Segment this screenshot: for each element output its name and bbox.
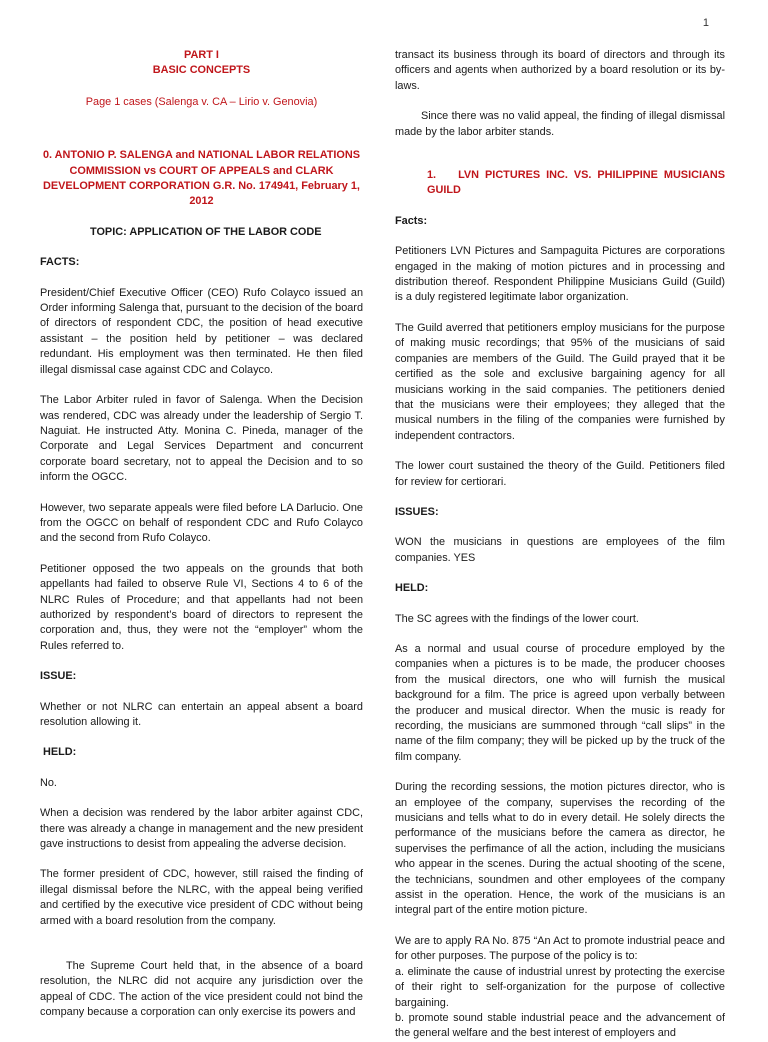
held-paragraph-7: We are to apply RA No. 875 “An Act to promote industrial peace and for other purposes. The purpose of the policy is to: [395, 934, 725, 963]
held-paragraph-6: During the recording sessions, the motion pictures director, who is an employee of the company, supervises the recording of the musicians and tells what to do in every detail. He solely directs the performance of the musicians before the camera as director, he supervises the perfimance of all the action, including the musicians who appear in the scenes. During the actual shooting of the scene, the technicians, soundmen and other employees of the company assist in the operation. Hence, the work of the musicians is an integral part of the entire motion picture. [395, 781, 725, 917]
left-column [40, 48, 363, 1036]
part-title: BASIC CONCEPTS [152, 64, 251, 77]
facts-paragraph-4: Petitioner opposed the two appeals on the grounds that both appellants had failed to observe Rule VI, Sections 4 to 6 of the NLRC Rules of Procedure; and that appellants had not been authorized by respondent’s board of directors to represent the corporation and, thus, they were not the “employer” whom the Rules referred to. [40, 562, 363, 652]
facts-label: FACTS: [40, 256, 80, 269]
topic-heading: TOPIC: APPLICATION OF THE LABOR CODE [90, 225, 322, 238]
right-column [395, 48, 725, 1042]
held-paragraph-5: As a normal and usual course of procedure employed by the companies when a pictures is to be made, the producer chooses from the musical directors, one who will furnish the musical background for a film. The price is agreed upon verbally between the producer and musical director. When the music is ready for recording, the musicians are summoned through “call slips” in the name of the film company; they will be picked up by the truck of the film company. [395, 642, 725, 763]
conclusion-paragraph: Since there was no valid appeal, the finding of illegal dismissal made by the labor arbiter stands. [395, 110, 725, 138]
facts-label-2: Facts: [395, 214, 428, 227]
held-answer: No. [40, 776, 57, 789]
held-label: HELD: [40, 746, 77, 759]
case-number: 1. [427, 169, 437, 182]
case-heading [395, 168, 725, 199]
held-paragraph-3: The Supreme Court held that, in the absence of a board resolution, the NLRC did not acquire any jurisdiction over the appeal of CDC. The action of the vice president could not bind the company because a corporation can only exercise its powers and [40, 960, 363, 1019]
issue-label: ISSUE: [40, 670, 77, 683]
case-title: 0. ANTONIO P. SALENGA and NATIONAL LABOR RELATIONS COMMISSION vs COURT OF APPEALS and CLARK DEVELOPMENT CORPORATION G.R. No. 174941, February 1, 2012 [42, 149, 361, 208]
policy-item-b: b. promote sound stable industrial peace and the advancement of the general welfare and the best interest of employers and [395, 1011, 725, 1040]
facts-paragraph-5: Petitioners LVN Pictures and Sampaguita Pictures are corporations engaged in the making of motion pictures and in processing and distribution thereof. Respondent Philippine Musicians Guild (Guild) is a duly registered legitimate labor organization. [395, 245, 725, 304]
page-cases-note: Page 1 cases (Salenga v. CA – Lirio v. Genovia) [85, 95, 318, 108]
issue-text: Whether or not NLRC can entertain an appeal absent a board resolution allowing it. [40, 700, 363, 728]
held-paragraph-1: When a decision was rendered by the labor arbiter against CDC, there was already a change in management and the new president gave instructions to desist from appealing the adverse decision. [40, 807, 363, 851]
part-heading: PART I [184, 49, 219, 61]
held-label-2: HELD: [395, 582, 429, 595]
issue-text-2: WON the musicians in questions are employees of the film companies. YES [395, 536, 725, 564]
continued-paragraph: transact its business through its board of directors and through its officers and agents when authorized by a board resolution or its by-laws. [395, 49, 725, 92]
facts-paragraph-6: The Guild averred that petitioners employ musicians for the purpose of making music recordings; that 95% of the musicians of said companies are members of the Guild. The Guild prayed that it be certified as the sole and exclusive bargaining agency for all musicians working in the said companies. The petitioners denied that the musicians were their employees; they alleged that the musical numbers in the filing of the companies were furnished by independent contractors. [395, 321, 725, 442]
case-title-2: LVN PICTURES INC. VS. PHILIPPINE MUSICIANS GUILD [427, 169, 725, 197]
facts-paragraph-2: The Labor Arbiter ruled in favor of Salenga. When the Decision was rendered, CDC was already under the leadership of Sergio T. Naguiat. He instructed Atty. Monina C. Pineda, manager of the Corporate and Legal Services Department and concurrent corporate board secretary, not to appeal the Decision and to so inform the OGCC. [40, 394, 363, 484]
held-paragraph-4: The SC agrees with the findings of the lower court. [395, 612, 639, 625]
page-number: 1 [702, 17, 709, 29]
facts-paragraph-1: President/Chief Executive Officer (CEO) Rufo Colayco issued an Order informing Salenga that, pursuant to the decision of the board of directors of respondent CDC, the position of head executive assistant – the position held by petitioner – was declared redundant. His employment was then terminated. He then filed illegal dismissal case against CDC and Colayco. [40, 286, 363, 376]
facts-paragraph-3: However, two separate appeals were filed before LA Darlucio. One from the OGCC on behalf of respondent CDC and Rufo Colayco and the second from Rufo Colayco. [40, 501, 363, 545]
held-paragraph-2: The former president of CDC, however, still raised the finding of illegal dismissal before the NLRC, with the appeal being verified and certified by the executive vice president of CDC without being armed with a board resolution from the company. [40, 868, 363, 927]
facts-paragraph-7: The lower court sustained the theory of the Guild. Petitioners filed for review for certiorari. [395, 460, 725, 488]
issues-label: ISSUES: [395, 505, 439, 518]
policy-item-a: a. eliminate the cause of industrial unrest by protecting the exercise of their right to self-organization for the purpose of collective bargaining. [395, 965, 725, 1009]
